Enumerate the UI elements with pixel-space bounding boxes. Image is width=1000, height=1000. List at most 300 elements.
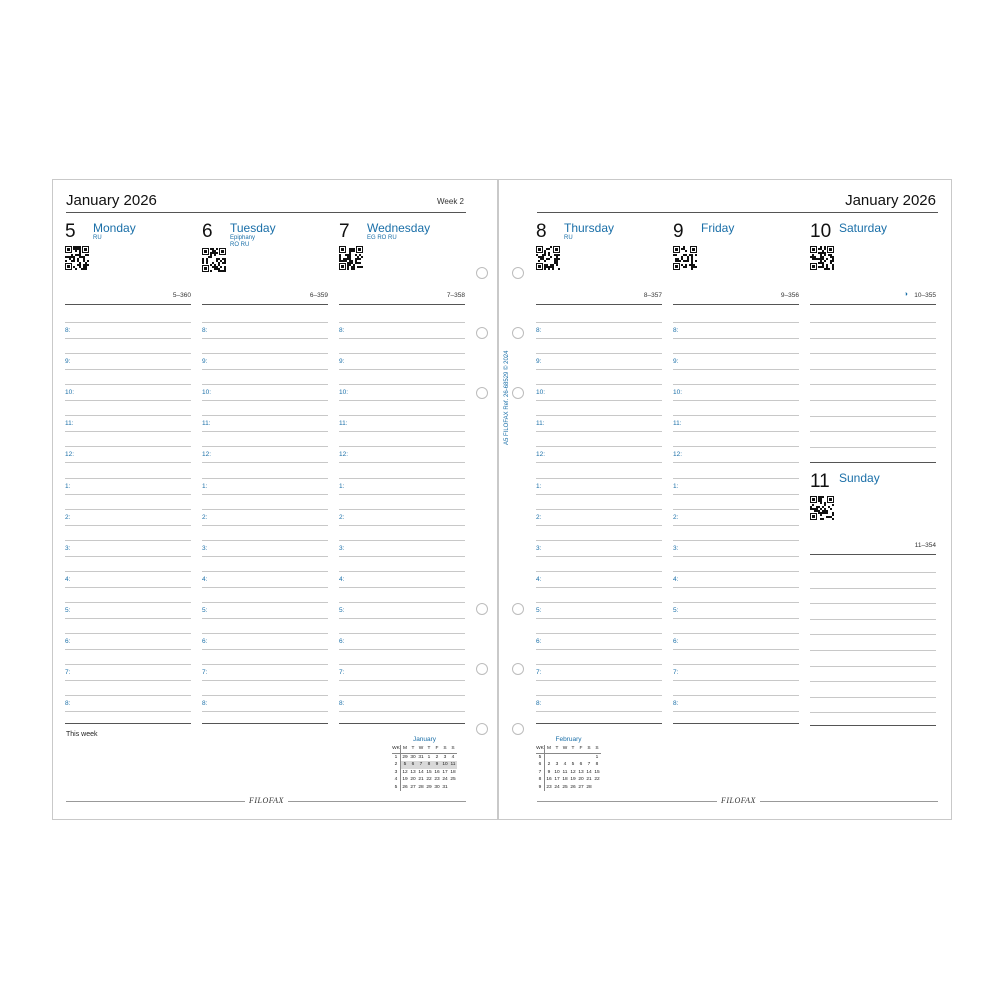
hour-row[interactable]: [65, 632, 191, 663]
hour-rule: [339, 695, 465, 696]
half-hour-rule: [339, 494, 465, 495]
mini-calendar-week: [536, 784, 601, 792]
writing-rule[interactable]: [810, 322, 936, 323]
hour-rule: [536, 571, 662, 572]
hour-row[interactable]: [339, 539, 465, 570]
mini-calendar-day: 31: [442, 784, 448, 790]
hour-label: 5:: [673, 606, 679, 614]
hour-rule: [673, 695, 799, 696]
hour-row[interactable]: [339, 414, 465, 445]
mini-calendar-day: 31: [418, 754, 424, 760]
mini-calendar-weekday: T: [409, 745, 417, 753]
mini-calendar-day: 4: [563, 762, 567, 768]
hour-row[interactable]: [673, 632, 799, 663]
hour-rule: [202, 571, 328, 572]
day-name: Wednesday: [367, 221, 431, 235]
hour-row[interactable]: [536, 477, 662, 508]
hour-row[interactable]: [65, 477, 191, 508]
hour-row[interactable]: [65, 663, 191, 694]
hour-label: 3:: [202, 544, 208, 552]
hour-label: 7:: [202, 669, 208, 677]
hour-row[interactable]: [65, 539, 191, 570]
hour-row[interactable]: [536, 414, 662, 445]
hour-row[interactable]: [536, 663, 662, 694]
hour-label: 11:: [65, 420, 74, 428]
hour-row[interactable]: [536, 601, 662, 632]
mini-calendar-week-number: 1: [392, 753, 401, 761]
mini-calendar-day: 25: [450, 777, 456, 783]
mini-calendar-day: 8: [595, 762, 599, 768]
half-hour-rule: [339, 525, 465, 526]
hour-row[interactable]: [65, 694, 191, 725]
hour-label: 6:: [673, 638, 679, 645]
mini-calendar-day: 22: [426, 777, 432, 783]
hour-label: 6:: [536, 638, 542, 645]
mini-calendar-weekday: T: [569, 745, 577, 753]
hour-row[interactable]: [339, 383, 465, 414]
hour-rule: [65, 478, 191, 479]
binder-hole: [512, 663, 524, 675]
moon-phase-icon: ◑: [903, 291, 908, 298]
hour-row[interactable]: [339, 321, 465, 352]
hour-rule: [339, 664, 465, 665]
hour-row[interactable]: [536, 632, 662, 663]
qr-code-icon: [810, 496, 834, 520]
hour-label: 5:: [536, 606, 542, 614]
writing-rule[interactable]: [810, 400, 936, 401]
mini-calendar-week-number: 2: [392, 761, 401, 769]
mini-calendar-day: [585, 753, 593, 761]
hour-row[interactable]: [65, 321, 191, 352]
hour-label: 4:: [202, 575, 208, 583]
hour-label: 5:: [202, 606, 208, 614]
hour-label: 2:: [202, 513, 208, 521]
day-name: Friday: [701, 221, 735, 235]
hour-label: 3:: [65, 544, 71, 552]
hour-row[interactable]: [202, 383, 328, 414]
hour-row[interactable]: [202, 321, 328, 352]
hour-rule: [536, 384, 662, 385]
day-holiday-note: Epiphany: [230, 235, 256, 241]
mini-calendar-january: [392, 736, 457, 791]
hour-label: 11:: [339, 420, 348, 428]
half-hour-rule: [65, 431, 191, 432]
hour-row[interactable]: [339, 601, 465, 632]
mini-calendar-day: 3: [555, 762, 559, 768]
writing-rule[interactable]: [810, 416, 936, 417]
hour-row[interactable]: [536, 352, 662, 383]
half-hour-rule: [339, 711, 465, 712]
mini-calendar-day: 11: [450, 762, 456, 768]
writing-rule[interactable]: [810, 712, 936, 713]
mini-calendar-day: [449, 784, 457, 792]
day-holiday-note: RU: [93, 235, 102, 241]
hour-rule: [202, 540, 328, 541]
day-header-rule: [673, 304, 799, 305]
hour-rule: [202, 415, 328, 416]
hour-row[interactable]: [202, 601, 328, 632]
hour-row[interactable]: [202, 508, 328, 539]
hour-row[interactable]: [673, 321, 799, 352]
hour-label: 4:: [536, 575, 542, 583]
hour-rule: [65, 571, 191, 572]
mini-calendar-weekday: WK: [392, 746, 400, 752]
sunday-end-rule: [810, 725, 936, 726]
hour-rule: [536, 509, 662, 510]
hour-label: 3:: [673, 544, 679, 552]
mini-calendar-day: 24: [442, 777, 448, 783]
mini-calendar-day: 8: [425, 761, 433, 769]
writing-rule[interactable]: [810, 650, 936, 651]
mini-calendar-weekday: S: [449, 745, 457, 753]
day-header-rule: [536, 304, 662, 305]
hour-rule: [339, 602, 465, 603]
hour-row[interactable]: [536, 539, 662, 570]
day-name: Thursday: [564, 221, 615, 235]
mini-calendar-day: 23: [434, 777, 440, 783]
hour-label: 1:: [536, 482, 542, 490]
day-header-rule: [810, 554, 936, 555]
writing-rule[interactable]: [810, 666, 936, 667]
hour-row[interactable]: [536, 445, 662, 476]
hour-row[interactable]: [202, 663, 328, 694]
mini-calendar-day: 5: [571, 762, 575, 768]
mini-calendar-day: 1: [427, 754, 431, 760]
day-end-rule: [536, 723, 662, 724]
half-hour-rule: [202, 369, 328, 370]
writing-rule[interactable]: [810, 572, 936, 573]
writing-rule[interactable]: [810, 619, 936, 620]
half-hour-rule: [65, 525, 191, 526]
hour-label: 4:: [65, 575, 71, 583]
mini-calendar-day: 29: [426, 784, 432, 790]
mini-calendar-day: 26: [570, 784, 576, 790]
hour-rule: [339, 353, 465, 354]
hour-rule: [339, 540, 465, 541]
hour-label: 3:: [339, 544, 345, 552]
half-hour-rule: [65, 462, 191, 463]
hour-rule: [673, 571, 799, 572]
mini-calendar-day: 15: [594, 769, 600, 775]
half-hour-rule: [65, 618, 191, 619]
hour-rule: [673, 322, 799, 323]
hour-row[interactable]: [202, 539, 328, 570]
hour-label: 7:: [65, 669, 71, 677]
hour-row[interactable]: [65, 352, 191, 383]
hour-rule: [673, 602, 799, 603]
mini-calendar-day: 15: [426, 769, 432, 775]
hour-row[interactable]: [536, 570, 662, 601]
hour-row[interactable]: [202, 352, 328, 383]
hour-row[interactable]: [339, 477, 465, 508]
half-hour-rule: [65, 494, 191, 495]
hour-label: 8:: [202, 700, 208, 708]
mini-calendar-weekday: M: [545, 745, 554, 753]
half-hour-rule: [536, 587, 662, 588]
mini-calendar-month: February: [555, 736, 582, 743]
day-count: 9–356: [780, 292, 799, 299]
hour-row[interactable]: [673, 694, 799, 725]
qr-code-icon: [536, 246, 560, 270]
hour-rule: [202, 695, 328, 696]
mini-calendar-week: [536, 769, 601, 777]
mini-calendar-day: 19: [402, 777, 408, 783]
half-hour-rule: [202, 400, 328, 401]
hour-rule: [536, 540, 662, 541]
day-number: 7: [339, 221, 350, 242]
hour-row[interactable]: [65, 414, 191, 445]
half-hour-rule: [673, 618, 799, 619]
hour-row[interactable]: [202, 477, 328, 508]
hour-row[interactable]: [65, 508, 191, 539]
mini-calendar-weekday: W: [418, 746, 424, 752]
hour-label: 8:: [673, 700, 679, 708]
hour-rule: [536, 664, 662, 665]
hour-row[interactable]: [65, 570, 191, 601]
mini-calendar-month: January: [412, 736, 437, 743]
hour-rule: [202, 322, 328, 323]
hour-row[interactable]: [536, 321, 662, 352]
hour-row[interactable]: [673, 445, 799, 476]
hour-rule: [339, 633, 465, 634]
day-count: 8–357: [643, 292, 662, 299]
hour-row[interactable]: [202, 414, 328, 445]
hour-rule: [536, 478, 662, 479]
half-hour-rule: [673, 494, 799, 495]
half-hour-rule: [202, 462, 328, 463]
hour-row[interactable]: [339, 694, 465, 725]
mini-calendar-day: 12: [402, 769, 408, 775]
mini-calendar-day: 7: [587, 762, 591, 768]
mini-calendar-week: [536, 753, 601, 761]
day-header-rule: [202, 304, 328, 305]
mini-calendar-header: [392, 745, 457, 753]
hour-label: 9:: [65, 358, 71, 366]
spine-reference-text: A5 FILOFAX Ref. 26-68529 © 2024: [504, 350, 510, 445]
hour-rule: [65, 540, 191, 541]
hour-rule: [339, 446, 465, 447]
half-hour-rule: [339, 369, 465, 370]
day-name: Tuesday: [230, 221, 276, 235]
hour-rule: [673, 540, 799, 541]
hour-row[interactable]: [202, 570, 328, 601]
hour-rule: [65, 446, 191, 447]
hour-label: 10:: [65, 389, 75, 397]
hour-label: 9:: [536, 358, 542, 366]
qr-code-icon: [202, 248, 226, 272]
mini-calendar-weekday: S: [585, 745, 593, 753]
binder-hole: [512, 603, 524, 615]
mini-calendar-week: [392, 784, 457, 792]
day-end-rule: [339, 723, 465, 724]
hour-rule: [536, 602, 662, 603]
mini-calendar-day: [553, 753, 561, 761]
hour-row[interactable]: [536, 383, 662, 414]
hour-rule: [673, 509, 799, 510]
mini-calendar-day: 21: [586, 777, 592, 783]
hour-row[interactable]: [673, 663, 799, 694]
hour-rule: [202, 384, 328, 385]
day-count: 6–359: [309, 292, 328, 299]
hour-row[interactable]: [536, 694, 662, 725]
mini-calendar-february: [536, 736, 601, 791]
hour-row[interactable]: [673, 383, 799, 414]
mini-calendar-week: [392, 761, 457, 769]
half-hour-rule: [536, 338, 662, 339]
writing-rule[interactable]: [810, 384, 936, 385]
hour-rule: [65, 353, 191, 354]
writing-rule[interactable]: [810, 431, 936, 432]
hour-label: 9:: [673, 358, 679, 366]
hour-rule: [673, 664, 799, 665]
half-hour-rule: [536, 494, 662, 495]
half-hour-rule: [673, 462, 799, 463]
left-filofax-logo: FILOFAX: [245, 796, 288, 805]
hour-rule: [536, 446, 662, 447]
half-hour-rule: [202, 556, 328, 557]
binder-hole: [512, 723, 524, 735]
day-end-rule: [673, 723, 799, 724]
half-hour-rule: [536, 680, 662, 681]
mini-calendar-day: 28: [418, 784, 424, 790]
hour-row[interactable]: [202, 445, 328, 476]
half-hour-rule: [202, 618, 328, 619]
hour-row[interactable]: [536, 508, 662, 539]
hour-row[interactable]: [673, 508, 799, 539]
hour-row[interactable]: [673, 539, 799, 570]
day-holiday-codes: RO RU: [230, 242, 250, 248]
half-hour-rule: [536, 525, 662, 526]
hour-row[interactable]: [65, 445, 191, 476]
mini-calendar-day: 18: [562, 777, 568, 783]
hour-label: 8:: [65, 327, 71, 334]
hour-row[interactable]: [65, 383, 191, 414]
half-hour-rule: [673, 369, 799, 370]
hour-row[interactable]: [339, 508, 465, 539]
day-end-rule: [65, 723, 191, 724]
writing-rule[interactable]: [810, 338, 936, 339]
day-name: Sunday: [839, 471, 880, 485]
mini-calendar-day: 21: [418, 777, 424, 783]
half-hour-rule: [202, 680, 328, 681]
hour-row[interactable]: [673, 352, 799, 383]
mini-calendar-day: 27: [578, 784, 584, 790]
mini-calendar-day: 14: [418, 769, 424, 775]
hour-label: 11:: [536, 420, 545, 428]
half-hour-rule: [202, 711, 328, 712]
mini-calendar-day: 10: [442, 762, 448, 768]
hour-row[interactable]: [202, 694, 328, 725]
hour-label: 2:: [536, 513, 542, 521]
hour-row[interactable]: [339, 445, 465, 476]
half-hour-rule: [673, 556, 799, 557]
saturday-end-rule: [810, 462, 936, 463]
day-number: 5: [65, 221, 76, 242]
mini-calendar-day: 26: [402, 784, 408, 790]
hour-row[interactable]: [202, 632, 328, 663]
hour-row[interactable]: [673, 601, 799, 632]
mini-calendar-grid: [392, 745, 457, 791]
mini-calendar-header: [536, 745, 601, 753]
right-filofax-logo: FILOFAX: [717, 796, 760, 805]
hour-label: 12:: [65, 451, 75, 459]
writing-rule[interactable]: [810, 447, 936, 448]
hour-row[interactable]: [339, 570, 465, 601]
day-count: 7–358: [446, 292, 465, 299]
day-number: 6: [202, 221, 213, 242]
hour-row[interactable]: [673, 414, 799, 445]
hour-row[interactable]: [673, 570, 799, 601]
writing-rule[interactable]: [810, 588, 936, 589]
writing-rule[interactable]: [810, 697, 936, 698]
mini-calendar-day: 6: [409, 761, 417, 769]
hour-row[interactable]: [339, 352, 465, 383]
writing-rule[interactable]: [810, 634, 936, 635]
qr-code-icon: [673, 246, 697, 270]
writing-rule[interactable]: [810, 603, 936, 604]
hour-rule: [65, 415, 191, 416]
hour-row[interactable]: [339, 632, 465, 663]
day-end-rule: [202, 723, 328, 724]
half-hour-rule: [339, 680, 465, 681]
mini-calendar-day: [545, 753, 554, 761]
half-hour-rule: [65, 649, 191, 650]
hour-label: 10:: [339, 389, 349, 397]
mini-calendar-week-number: 6: [536, 761, 545, 769]
writing-rule[interactable]: [810, 681, 936, 682]
hour-rule: [65, 664, 191, 665]
hour-label: 3:: [536, 544, 542, 552]
hour-rule: [65, 322, 191, 323]
hour-rule: [339, 384, 465, 385]
hour-label: 8:: [65, 700, 71, 708]
hour-label: 6:: [339, 638, 345, 645]
mini-calendar-day: [561, 753, 569, 761]
binder-hole: [476, 327, 488, 339]
hour-row[interactable]: [339, 663, 465, 694]
half-hour-rule: [339, 462, 465, 463]
writing-rule[interactable]: [810, 353, 936, 354]
hour-rule: [673, 415, 799, 416]
half-hour-rule: [673, 338, 799, 339]
mini-calendar-day: 12: [570, 769, 576, 775]
writing-rule[interactable]: [810, 369, 936, 370]
hour-label: 11:: [673, 420, 682, 428]
hour-rule: [202, 633, 328, 634]
mini-calendar-day: [577, 753, 585, 761]
half-hour-rule: [673, 649, 799, 650]
week-label: Week 2: [437, 197, 464, 206]
hour-row[interactable]: [65, 601, 191, 632]
binder-hole: [512, 267, 524, 279]
hour-label: 10:: [673, 389, 683, 397]
mini-calendar-week-number: 7: [536, 769, 545, 777]
hour-label: 12:: [673, 451, 683, 459]
mini-calendar-day: 9: [547, 769, 551, 775]
hour-rule: [202, 478, 328, 479]
hour-row[interactable]: [673, 477, 799, 508]
binder-hole: [476, 267, 488, 279]
mini-calendar-weekday: T: [553, 745, 561, 753]
qr-code-icon: [810, 246, 834, 270]
hour-rule: [202, 353, 328, 354]
hour-label: 2:: [65, 513, 71, 521]
mini-calendar-week-number: 5: [392, 784, 401, 792]
day-count: 11–354: [914, 542, 936, 549]
mini-calendar-day: 4: [451, 754, 455, 760]
mini-calendar-day: 16: [434, 769, 440, 775]
mini-calendar-day: 14: [586, 769, 592, 775]
